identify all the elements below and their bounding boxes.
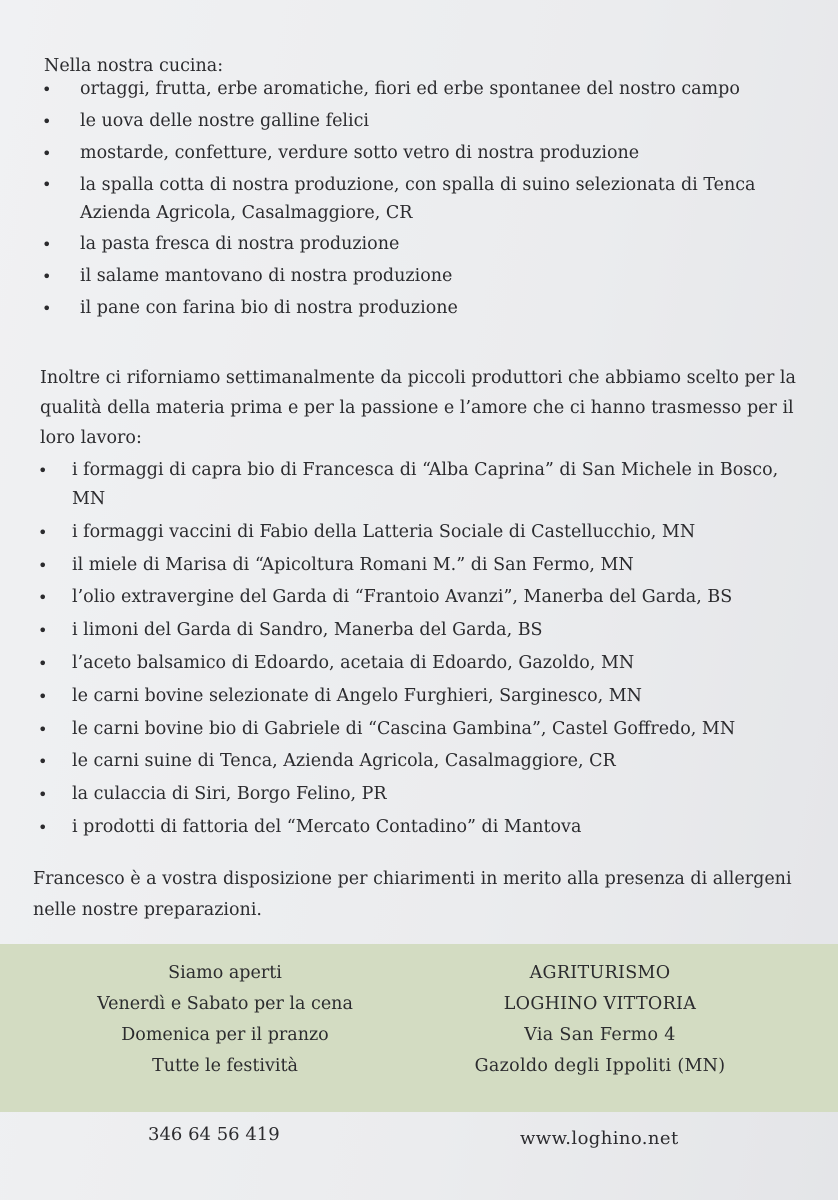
bullet-icon: • bbox=[38, 555, 48, 575]
bullet-icon: • bbox=[42, 175, 52, 194]
suppliers-list bbox=[38, 456, 808, 846]
opening-hours bbox=[60, 958, 390, 1082]
bullet-icon: • bbox=[42, 112, 52, 131]
list-item: • le carni suine di Tenca, Azienda Agricola, Casalmaggiore, CR bbox=[38, 747, 808, 776]
hours-line: Tutte le festività bbox=[152, 1056, 298, 1076]
bullet-icon: • bbox=[42, 235, 52, 254]
bullet-icon: • bbox=[42, 299, 52, 318]
list-item: • mostarde, confetture, verdure sotto vetro di nostra produzione bbox=[42, 139, 792, 168]
bullet-icon: • bbox=[38, 752, 48, 772]
list-item: • i formaggi vaccini di Fabio della Latteria Sociale di Castellucchio, MN bbox=[38, 518, 808, 547]
list-item: • l’aceto balsamico di Edoardo, acetaia di Edoardo, Gazoldo, MN bbox=[38, 649, 808, 678]
list-item: • le carni bovine selezionate di Angelo Furghieri, Sarginesco, MN bbox=[38, 682, 808, 711]
list-item: • la spalla cotta di nostra produzione, con spalla di suino selezionata di Tenca Azienda Agricola, Casalmaggiore, CR bbox=[42, 171, 792, 227]
bullet-icon: • bbox=[38, 461, 48, 480]
list-item: • le carni bovine bio di Gabriele di “Cascina Gambina”, Castel Goffredo, MN bbox=[38, 715, 808, 744]
suppliers-intro: Inoltre ci riforniamo settimanalmente da piccoli produttori che abbiamo scelto per la qualità della materia prima e per la passione e l’amore che ci hanno trasmesso per il loro lavoro: bbox=[40, 368, 796, 448]
address-line: Gazoldo degli Ippoliti (MN) bbox=[474, 1056, 726, 1076]
hours-line: Venerdì e Sabato per la cena bbox=[97, 994, 353, 1014]
address-line: LOGHINO VITTORIA bbox=[503, 994, 697, 1014]
bullet-icon: • bbox=[38, 817, 48, 837]
bullet-icon: • bbox=[38, 686, 48, 706]
list-item: • l’olio extravergine del Garda di “Frantoio Avanzi”, Manerba del Garda, BS bbox=[38, 583, 808, 612]
list-item: • il pane con farina bio di nostra produzione bbox=[42, 294, 792, 323]
bullet-icon: • bbox=[38, 653, 48, 673]
list-item: • i limoni del Garda di Sandro, Manerba del Garda, BS bbox=[38, 616, 808, 645]
list-item: • i formaggi di capra bio di Francesca di “Alba Caprina” di San Michele in Bosco, MN bbox=[38, 456, 808, 514]
address-block bbox=[430, 958, 770, 1082]
list-item: • la culaccia di Siri, Borgo Felino, PR bbox=[38, 780, 808, 809]
bullet-icon: • bbox=[42, 80, 52, 99]
address-line: Via San Fermo 4 bbox=[524, 1025, 676, 1045]
hours-line: Siamo aperti bbox=[168, 963, 282, 983]
list-item: • i prodotti di fattoria del “Mercato Contadino” di Mantova bbox=[38, 813, 808, 842]
bullet-icon: • bbox=[38, 588, 48, 608]
kitchen-list bbox=[42, 75, 792, 326]
bullet-icon: • bbox=[42, 267, 52, 286]
hours-line: Domenica per il pranzo bbox=[121, 1025, 329, 1045]
bullet-icon: • bbox=[38, 621, 48, 641]
bullet-icon: • bbox=[38, 785, 48, 805]
allergens-note: Francesco è a vostra disposizione per chiarimenti in merito alla presenza di allergeni nelle nostre preparazioni. bbox=[33, 869, 792, 920]
list-item: • il salame mantovano di nostra produzione bbox=[42, 262, 792, 291]
list-item: • il miele di Marisa di “Apicoltura Romani M.” di San Fermo, MN bbox=[38, 551, 808, 580]
bullet-icon: • bbox=[38, 522, 48, 542]
website-link[interactable]: www.loghino.net bbox=[520, 1128, 679, 1149]
list-item: • le uova delle nostre galline felici bbox=[42, 107, 792, 136]
info-band bbox=[0, 944, 838, 1112]
list-item: • la pasta fresca di nostra produzione bbox=[42, 230, 792, 259]
address-line: AGRITURISMO bbox=[529, 963, 671, 983]
list-item: • ortaggi, frutta, erbe aromatiche, fiori ed erbe spontanee del nostro campo bbox=[42, 75, 792, 104]
bullet-icon: • bbox=[38, 719, 48, 739]
bullet-icon: • bbox=[42, 144, 52, 163]
phone-number: 346 64 56 419 bbox=[148, 1124, 280, 1145]
kitchen-intro: Nella nostra cucina: bbox=[44, 56, 224, 76]
